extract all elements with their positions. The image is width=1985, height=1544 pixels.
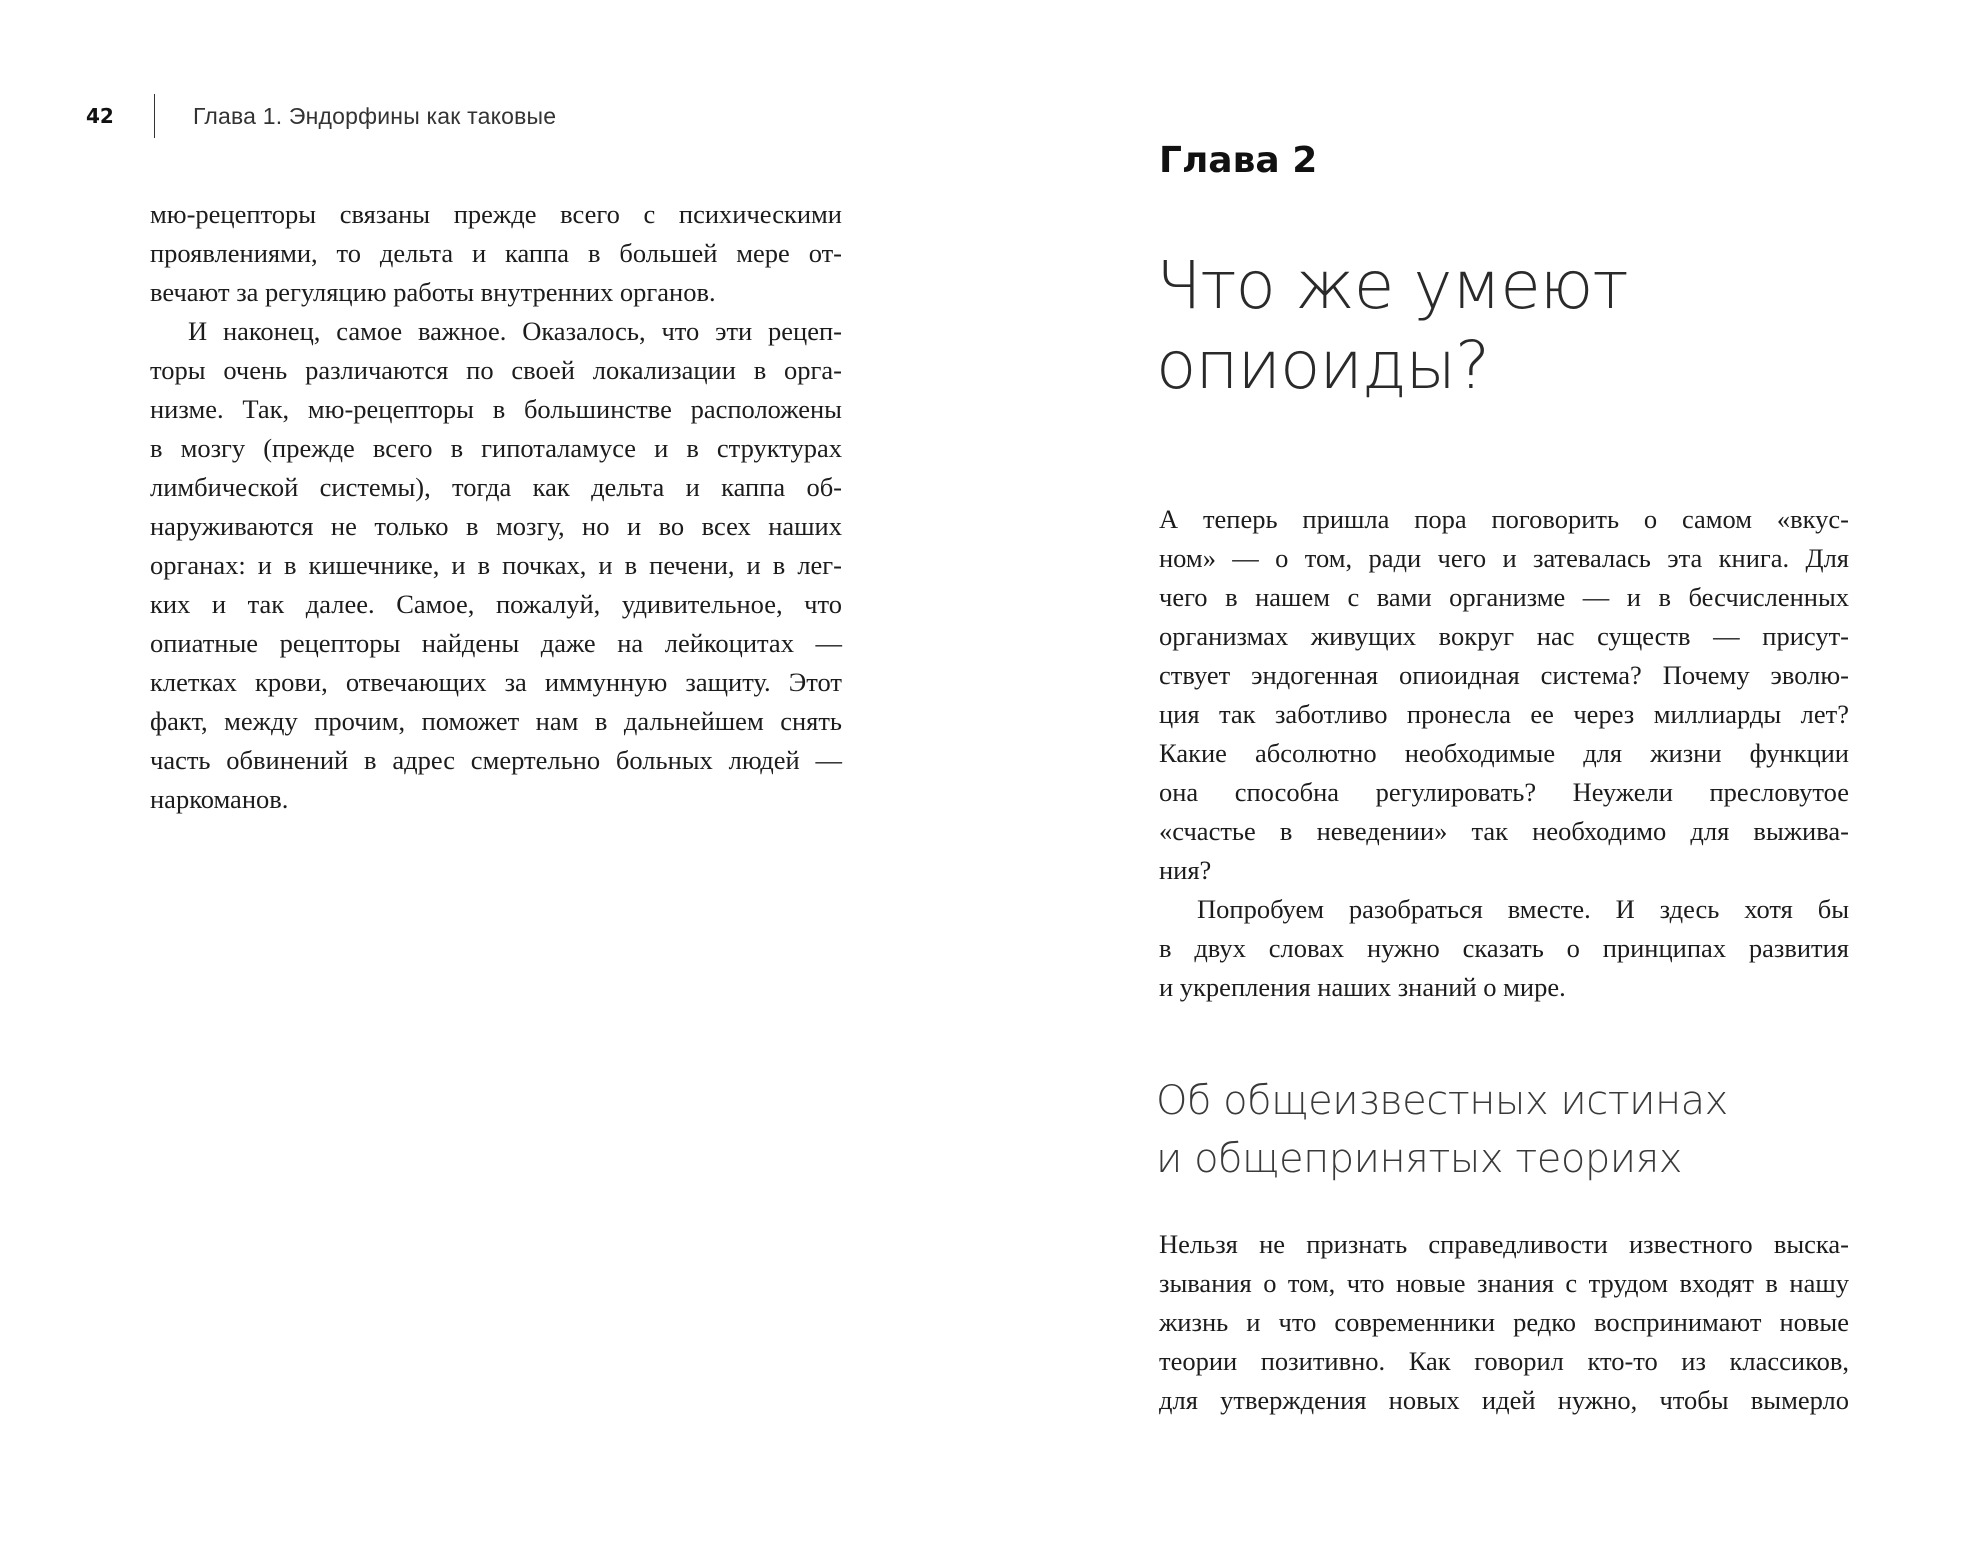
text-line: мю-рецепторы связаны прежде всего с психическими <box>150 199 842 229</box>
text-line: органах: и в кишечнике, и в почках, и в печени, и в лег- <box>150 550 842 580</box>
section-heading <box>1156 1072 1728 1188</box>
paragraph <box>150 312 842 819</box>
running-header <box>86 96 556 136</box>
text-line: для утверждения новых идей нужно, чтобы вымерло <box>1159 1385 1849 1415</box>
running-title: Глава 1. Эндорфины как таковые <box>193 102 557 129</box>
left-page <box>0 0 992 1544</box>
text-line: опиатные рецепторы найдены даже на лейкоцитах — <box>150 628 842 658</box>
text-line: наркоманов. <box>150 784 289 814</box>
text-line: «счастье в неведении» так необходимо для выжива- <box>1159 816 1849 846</box>
text-line: низме. Так, мю-рецепторы в большинстве расположены <box>150 394 842 424</box>
text-line: и укрепления наших знаний о мире. <box>1159 972 1566 1002</box>
chapter-label: Глава 2 <box>1159 140 1318 181</box>
text-line: ния? <box>1159 855 1212 885</box>
text-line: чего в нашем с вами организме — и в бесчисленных <box>1159 582 1849 612</box>
chapter-title-line: опиоиды? <box>1156 327 1490 404</box>
text-line: Попробуем разобраться вместе. И здесь хотя бы <box>1197 894 1849 924</box>
text-line: ция так заботливо пронесла ее через миллиарды лет? <box>1159 699 1849 729</box>
chapter-title <box>1156 246 1628 406</box>
left-body-text <box>150 195 842 819</box>
text-line: А теперь пришла пора поговорить о самом «вкус- <box>1159 504 1849 534</box>
text-line: Какие абсолютно необходимые для жизни функции <box>1159 738 1849 768</box>
text-line: зывания о том, что новые знания с трудом входят в нашу <box>1159 1268 1849 1298</box>
text-line: клетках крови, отвечающих за иммунную защиту. Этот <box>150 667 842 697</box>
page-number: 42 <box>86 104 114 128</box>
text-line: Нельзя не признать справедливости известного выска- <box>1159 1229 1849 1259</box>
paragraph <box>1159 890 1849 1007</box>
text-line: ствует эндогенная опиоидная система? Почему эволю- <box>1159 660 1849 690</box>
text-line: И наконец, самое важное. Оказалось, что эти рецеп- <box>188 316 842 346</box>
header-divider <box>154 94 155 138</box>
paragraph <box>150 195 842 312</box>
text-line: ном» — о том, ради чего и затевалась эта книга. Для <box>1159 543 1849 573</box>
text-line: наруживаются не только в мозгу, но и во всех наших <box>150 511 842 541</box>
text-line: торы очень различаются по своей локализации в орга- <box>150 355 842 385</box>
text-line: жизнь и что современники редко воспринимают новые <box>1159 1307 1849 1337</box>
right-body-text <box>1159 500 1849 1007</box>
text-line: вечают за регуляцию работы внутренних органов. <box>150 277 716 307</box>
section-heading-line: Об общеизвестных истинах <box>1156 1078 1728 1124</box>
text-line: она способна регулировать? Неужели пресловутое <box>1159 777 1849 807</box>
paragraph <box>1159 500 1849 890</box>
text-line: в двух словах нужно сказать о принципах развития <box>1159 933 1849 963</box>
right-body-text-2 <box>1159 1225 1849 1420</box>
section-heading-line: и общепринятых теориях <box>1156 1136 1682 1182</box>
text-line: организмах живущих вокруг нас существ — присут- <box>1159 621 1849 651</box>
text-line: теории позитивно. Как говорил кто-то из классиков, <box>1159 1346 1849 1376</box>
text-line: часть обвинений в адрес смертельно больных людей — <box>150 745 842 775</box>
chapter-title-line: Что же умеют <box>1156 247 1628 324</box>
text-line: лимбической системы), тогда как дельта и каппа об- <box>150 472 842 502</box>
text-line: в мозгу (прежде всего в гипоталамусе и в структурах <box>150 433 842 463</box>
paragraph <box>1159 1225 1849 1420</box>
text-line: проявлениями, то дельта и каппа в большей мере от- <box>150 238 842 268</box>
right-page <box>992 0 1985 1544</box>
text-line: факт, между прочим, поможет нам в дальнейшем снять <box>150 706 842 736</box>
text-line: ких и так далее. Самое, пожалуй, удивительное, что <box>150 589 842 619</box>
